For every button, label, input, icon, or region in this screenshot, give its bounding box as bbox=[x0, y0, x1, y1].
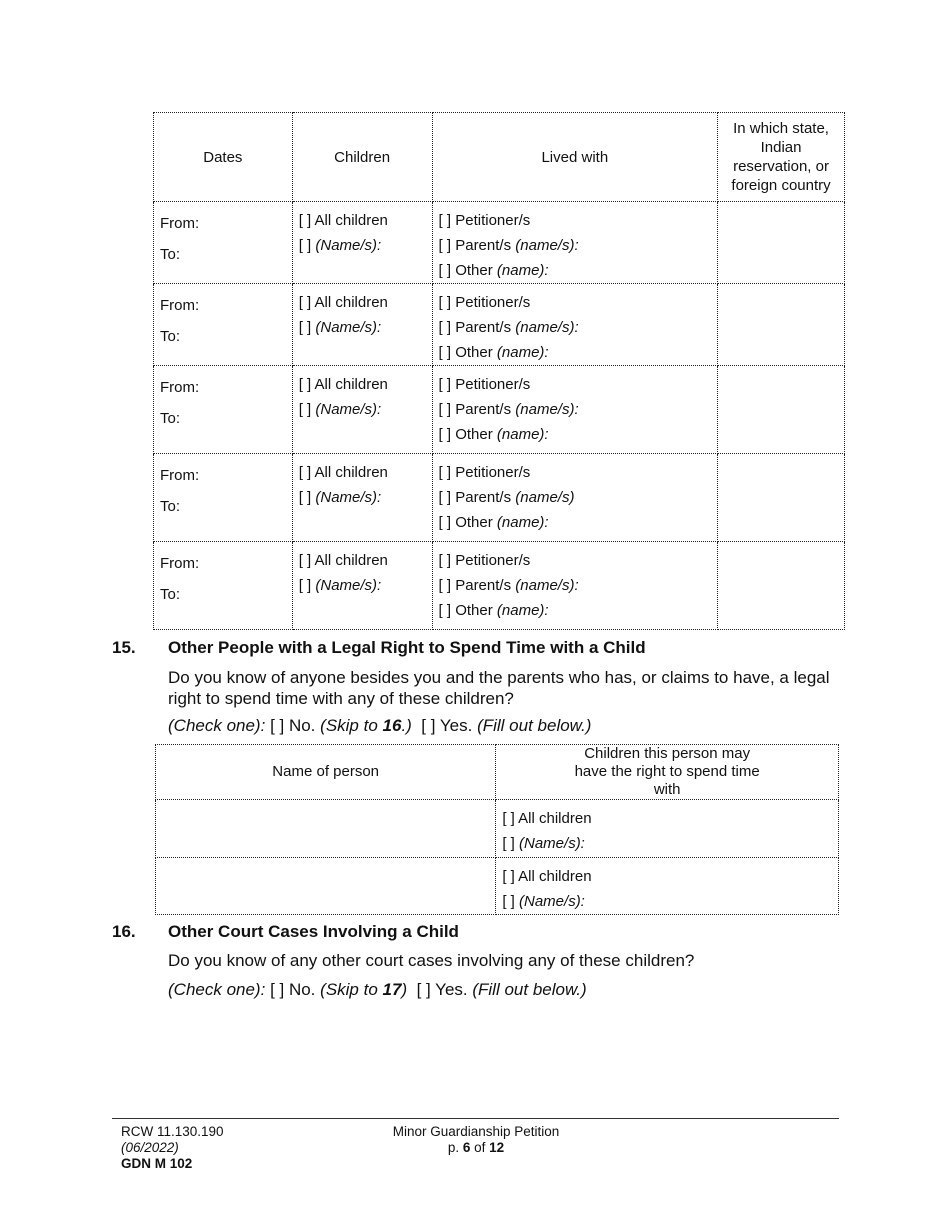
parent-option[interactable] bbox=[439, 573, 712, 598]
footer-title: Minor Guardianship Petition bbox=[392, 1124, 560, 1139]
other-checkbox[interactable]: [ ] Other bbox=[438, 344, 493, 361]
petitioner-checkbox[interactable]: [ ] Petitioner/s bbox=[438, 376, 531, 393]
parent-label: (name/s): bbox=[515, 577, 579, 594]
check-label: (Check one): bbox=[168, 716, 266, 735]
children-cell[interactable] bbox=[292, 454, 432, 542]
names-option[interactable] bbox=[299, 397, 426, 422]
section-15-title: Other People with a Legal Right to Spend Time with a Child bbox=[168, 638, 646, 657]
parent-checkbox[interactable]: [ ] Parent/s bbox=[438, 237, 512, 254]
person-name-cell[interactable] bbox=[156, 858, 496, 915]
header-lived-with: Lived with bbox=[432, 113, 718, 202]
table-row bbox=[154, 366, 845, 454]
dates-cell[interactable] bbox=[154, 202, 293, 284]
all-children-checkbox[interactable]: [ ] All children bbox=[298, 294, 388, 311]
to-label: To: bbox=[160, 586, 181, 603]
dates-cell[interactable] bbox=[154, 284, 293, 366]
parent-checkbox[interactable]: [ ] Parent/s bbox=[438, 319, 512, 336]
lived-with-cell[interactable] bbox=[432, 542, 718, 630]
header-location: In which state, Indian reservation, or foreign country bbox=[718, 113, 845, 202]
section-16-title: Other Court Cases Involving a Child bbox=[168, 922, 459, 941]
names-label: (Name/s): bbox=[519, 893, 585, 910]
all-children-checkbox[interactable]: [ ] All children bbox=[298, 464, 388, 481]
header-dates: Dates bbox=[154, 113, 293, 202]
table-row bbox=[154, 454, 845, 542]
children-right-cell[interactable] bbox=[496, 858, 839, 915]
other-option[interactable] bbox=[439, 510, 712, 535]
other-label: (name): bbox=[496, 426, 549, 443]
to-label: To: bbox=[160, 246, 181, 263]
location-cell[interactable] bbox=[718, 366, 845, 454]
to-label: To: bbox=[160, 410, 181, 427]
to-label: To: bbox=[160, 498, 181, 515]
other-label: (name): bbox=[496, 514, 549, 531]
from-label: From: bbox=[160, 297, 200, 314]
lived-with-cell[interactable] bbox=[432, 284, 718, 366]
footer-date: (06/2022) bbox=[121, 1140, 179, 1155]
names-checkbox[interactable]: [ ] bbox=[298, 489, 312, 506]
footer-left bbox=[121, 1124, 224, 1172]
parent-checkbox[interactable]: [ ] Parent/s bbox=[438, 489, 512, 506]
skip-num: 17 bbox=[382, 980, 402, 999]
dates-cell[interactable] bbox=[154, 454, 293, 542]
all-children-checkbox[interactable]: [ ] All children bbox=[502, 868, 592, 885]
lived-with-cell[interactable] bbox=[432, 202, 718, 284]
skip-pre: (Skip to bbox=[320, 716, 378, 735]
parent-checkbox[interactable]: [ ] Parent/s bbox=[438, 577, 512, 594]
other-checkbox[interactable]: [ ] Other bbox=[438, 514, 493, 531]
names-label: (Name/s): bbox=[315, 489, 382, 506]
names-option[interactable] bbox=[502, 831, 832, 856]
footer-divider bbox=[112, 1118, 839, 1119]
skip-num: 16 bbox=[382, 716, 402, 735]
footer-form-id: GDN M 102 bbox=[121, 1156, 193, 1171]
from-label: From: bbox=[160, 379, 200, 396]
skip-post: .) bbox=[401, 716, 412, 735]
table-header-row bbox=[154, 113, 845, 202]
names-option[interactable] bbox=[299, 573, 426, 598]
other-option[interactable] bbox=[439, 340, 712, 365]
parent-option[interactable] bbox=[439, 233, 712, 258]
parent-option[interactable] bbox=[439, 397, 712, 422]
other-label: (name): bbox=[496, 262, 549, 279]
all-children-checkbox[interactable]: [ ] All children bbox=[502, 810, 592, 827]
no-checkbox[interactable]: [ ] No. bbox=[270, 716, 316, 735]
other-label: (name): bbox=[496, 602, 549, 619]
names-option[interactable] bbox=[299, 233, 426, 258]
parent-label: (name/s): bbox=[515, 237, 579, 254]
location-cell[interactable] bbox=[718, 542, 845, 630]
section-15-number: 15. bbox=[112, 638, 136, 657]
table-row bbox=[154, 542, 845, 630]
petitioner-checkbox[interactable]: [ ] Petitioner/s bbox=[438, 212, 531, 229]
names-label: (Name/s): bbox=[315, 237, 382, 254]
footer-center bbox=[376, 1124, 576, 1156]
footer-rcw: RCW 11.130.190 bbox=[121, 1124, 224, 1139]
names-label: (Name/s): bbox=[315, 401, 382, 418]
yes-checkbox[interactable]: [ ] Yes. bbox=[421, 716, 473, 735]
table-header-row bbox=[156, 745, 839, 800]
footer-page bbox=[376, 1140, 576, 1156]
names-checkbox[interactable]: [ ] bbox=[298, 401, 312, 418]
section-16-question: Do you know of any other court cases involving any of these children? bbox=[168, 951, 695, 970]
all-children-checkbox[interactable]: [ ] All children bbox=[298, 212, 388, 229]
parent-checkbox[interactable]: [ ] Parent/s bbox=[438, 401, 512, 418]
names-checkbox[interactable]: [ ] bbox=[298, 577, 312, 594]
parent-label: (name/s): bbox=[515, 319, 579, 336]
skip-pre: (Skip to bbox=[320, 980, 378, 999]
lived-with-cell[interactable] bbox=[432, 366, 718, 454]
table-row bbox=[156, 858, 839, 915]
lived-with-cell[interactable] bbox=[432, 454, 718, 542]
petitioner-checkbox[interactable]: [ ] Petitioner/s bbox=[438, 294, 531, 311]
names-option[interactable] bbox=[502, 889, 832, 914]
parent-option[interactable] bbox=[439, 485, 712, 510]
page-total: 12 bbox=[489, 1140, 505, 1155]
other-checkbox[interactable]: [ ] Other bbox=[438, 602, 493, 619]
location-cell[interactable] bbox=[718, 284, 845, 366]
other-checkbox[interactable]: [ ] Other bbox=[438, 262, 493, 279]
from-label: From: bbox=[160, 215, 200, 232]
header-name-of-person: Name of person bbox=[156, 745, 496, 800]
to-label: To: bbox=[160, 328, 181, 345]
names-label: (Name/s): bbox=[315, 319, 382, 336]
all-children-checkbox[interactable]: [ ] All children bbox=[298, 552, 388, 569]
page-number: 6 bbox=[462, 1140, 471, 1155]
other-option[interactable] bbox=[439, 598, 712, 623]
children-cell[interactable] bbox=[292, 366, 432, 454]
children-cell[interactable] bbox=[292, 202, 432, 284]
names-checkbox[interactable]: [ ] bbox=[502, 835, 515, 852]
names-checkbox[interactable]: [ ] bbox=[298, 237, 312, 254]
fill-note: (Fill out below.) bbox=[472, 980, 587, 999]
location-cell[interactable] bbox=[718, 202, 845, 284]
from-label: From: bbox=[160, 555, 200, 572]
table-row bbox=[154, 202, 845, 284]
legal-right-persons-table bbox=[155, 744, 839, 915]
names-option[interactable] bbox=[299, 485, 426, 510]
section-16-check-line bbox=[168, 979, 587, 1000]
dates-cell[interactable] bbox=[154, 542, 293, 630]
fill-note: (Fill out below.) bbox=[477, 716, 592, 735]
children-right-cell[interactable] bbox=[496, 800, 839, 858]
skip-post: ) bbox=[401, 980, 408, 999]
children-cell[interactable] bbox=[292, 284, 432, 366]
other-label: (name): bbox=[496, 344, 549, 361]
all-children-checkbox[interactable]: [ ] All children bbox=[298, 376, 388, 393]
page-prefix: p. bbox=[447, 1140, 460, 1155]
from-label: From: bbox=[160, 467, 200, 484]
children-cell[interactable] bbox=[292, 542, 432, 630]
location-cell[interactable] bbox=[718, 454, 845, 542]
table-row bbox=[154, 284, 845, 366]
dates-cell[interactable] bbox=[154, 366, 293, 454]
parent-label: (name/s) bbox=[515, 489, 575, 506]
section-15-check-line bbox=[168, 715, 591, 736]
yes-checkbox[interactable]: [ ] Yes. bbox=[416, 980, 468, 999]
other-option[interactable] bbox=[439, 258, 712, 283]
no-checkbox[interactable]: [ ] No. bbox=[270, 980, 316, 999]
other-option[interactable] bbox=[439, 422, 712, 447]
header-children-right: Children this person may have the right to spend time with bbox=[496, 745, 839, 800]
other-checkbox[interactable]: [ ] Other bbox=[438, 426, 493, 443]
parent-label: (name/s): bbox=[515, 401, 579, 418]
petitioner-checkbox[interactable]: [ ] Petitioner/s bbox=[438, 552, 531, 569]
header-children: Children bbox=[292, 113, 432, 202]
names-option[interactable] bbox=[299, 315, 426, 340]
names-label: (Name/s): bbox=[519, 835, 585, 852]
page-of: of bbox=[474, 1140, 486, 1155]
table-row bbox=[156, 800, 839, 858]
section-15-question: Do you know of anyone besides you and the parents who has, or claims to have, a legal right to spend time with any of these children? bbox=[168, 668, 830, 708]
check-label: (Check one): bbox=[168, 980, 266, 999]
names-label: (Name/s): bbox=[315, 577, 382, 594]
residence-history-table bbox=[153, 112, 845, 630]
names-checkbox[interactable]: [ ] bbox=[502, 893, 515, 910]
petitioner-checkbox[interactable]: [ ] Petitioner/s bbox=[438, 464, 531, 481]
parent-option[interactable] bbox=[439, 315, 712, 340]
person-name-cell[interactable] bbox=[156, 800, 496, 858]
names-checkbox[interactable]: [ ] bbox=[298, 319, 312, 336]
section-16-number: 16. bbox=[112, 922, 136, 941]
